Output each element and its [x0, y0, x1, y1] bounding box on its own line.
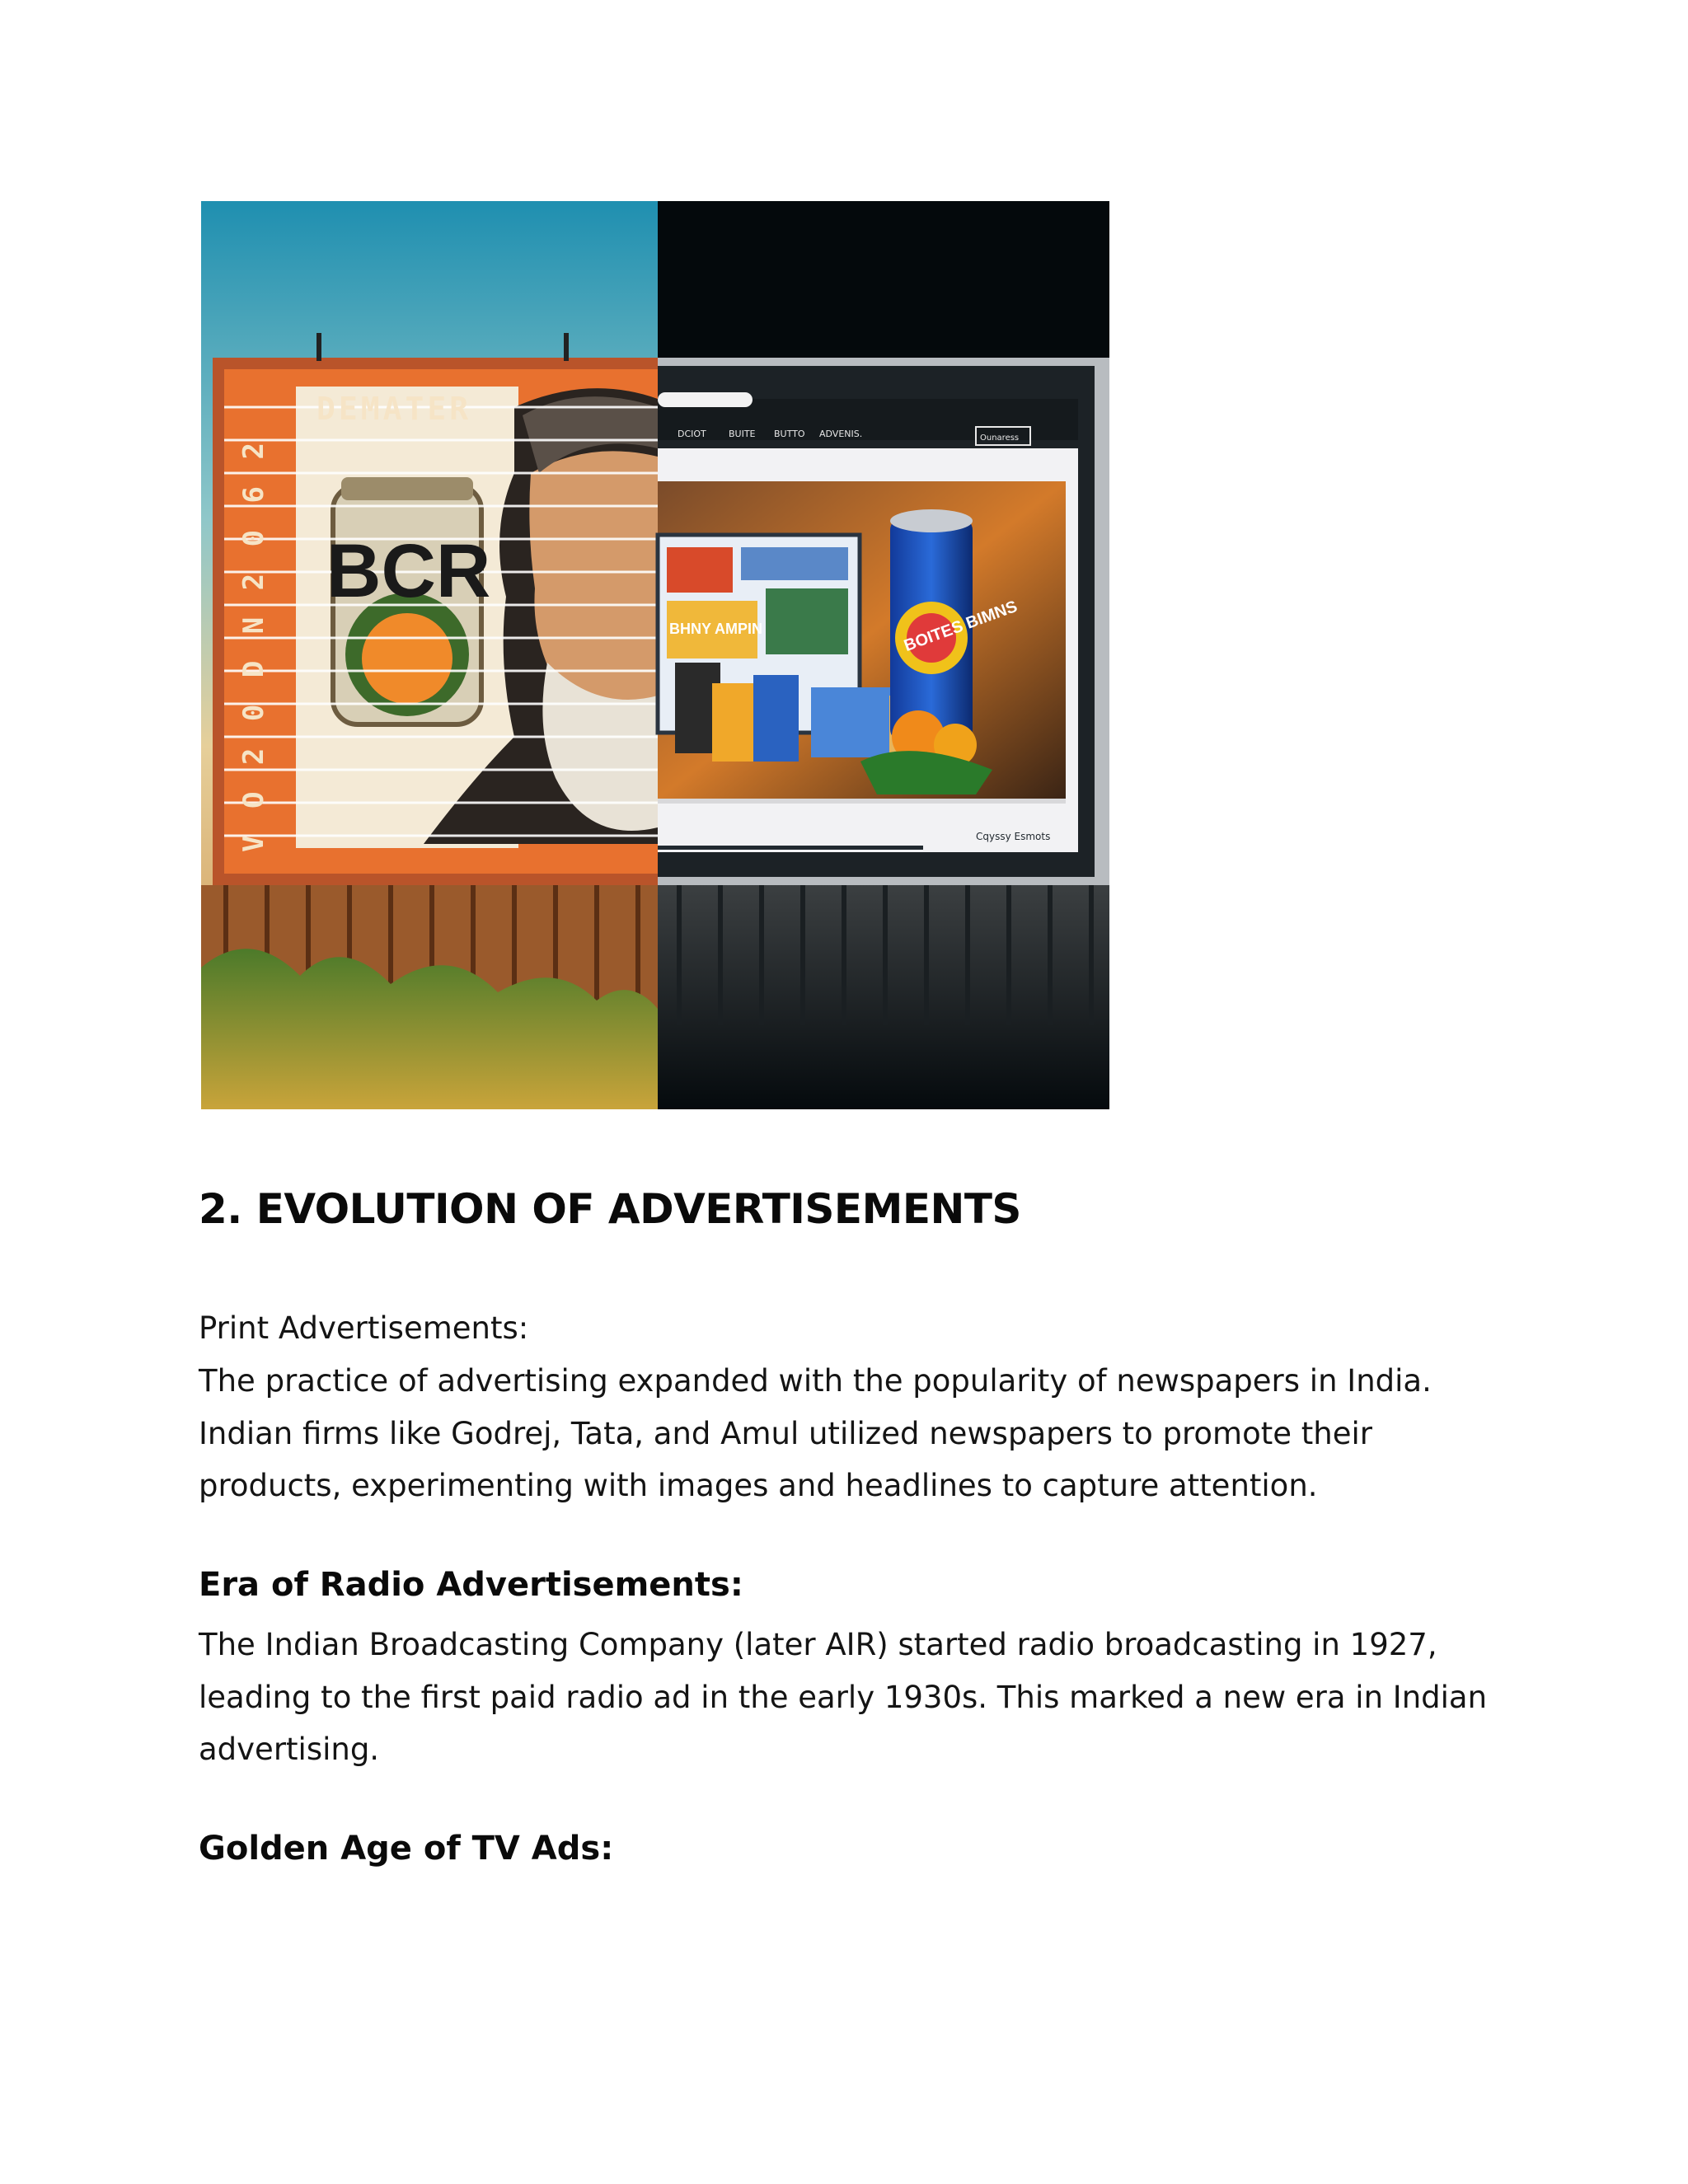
right-can-text: BOITES BIMNS: [901, 597, 1020, 656]
advert-evolution-illustration: [201, 201, 1109, 1109]
radio-line-2: leading to the first paid radio ad in the early 1930s. This marked a new era in Indian: [199, 1679, 1488, 1715]
left-side-text: V O 2 0 D N 2 0 6 2: [237, 438, 270, 852]
right-nav-button: Ounaress: [980, 434, 1020, 443]
left-jar-text: BCR: [326, 529, 491, 613]
print-line-1: The practice of advertising expanded with the popularity of newspapers in India.: [199, 1363, 1432, 1399]
digital-billboard: [658, 201, 1109, 1109]
print-paragraph: [199, 1355, 1534, 1512]
right-footer-text: Cqyssy Esmots: [976, 831, 1051, 842]
right-box-text: BHNY AMPIN: [669, 621, 763, 637]
print-line-2: Indian firms like Godrej, Tata, and Amul utilized newspapers to promote their: [199, 1415, 1372, 1451]
right-nav-item-2: BUITE: [729, 429, 756, 439]
tv-title: Golden Age of TV Ads:: [199, 1830, 614, 1868]
right-nav-item-1: DCIOT: [678, 429, 706, 439]
radio-line-1: The Indian Broadcasting Company (later AIR) started radio broadcasting in 1927,: [199, 1627, 1437, 1662]
radio-paragraph: [199, 1619, 1534, 1776]
section-heading: 2. EVOLUTION OF ADVERTISEMENTS: [199, 1185, 1021, 1233]
radio-line-3: advertising.: [199, 1732, 380, 1767]
vintage-billboard: [201, 201, 658, 1109]
print-title: Print Advertisements:: [199, 1310, 529, 1346]
print-line-3: products, experimenting with images and headlines to capture attention.: [199, 1468, 1318, 1503]
left-sign-text: DEMATER: [316, 391, 472, 427]
right-nav-item-4: ADVENIS.: [819, 429, 863, 439]
radio-title: Era of Radio Advertisements:: [199, 1566, 743, 1604]
right-nav-item-3: BUTTO: [774, 429, 805, 439]
